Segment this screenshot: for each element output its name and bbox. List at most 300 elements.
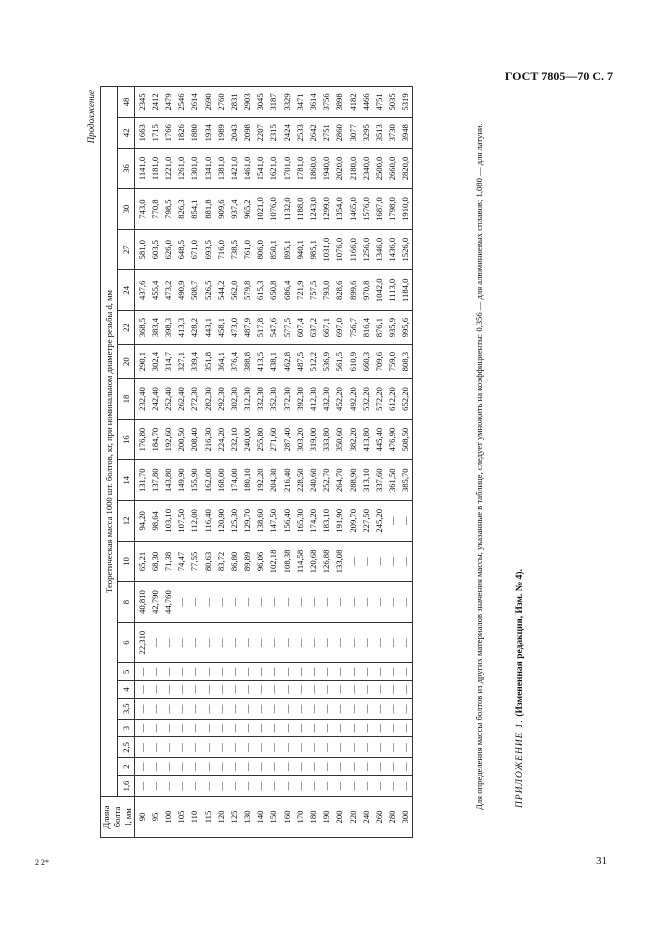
mass-cell: 333,80 <box>320 419 333 460</box>
table-row <box>399 87 413 838</box>
mass-cell: — <box>372 681 385 699</box>
mass-cell: 125,30 <box>227 501 240 542</box>
mass-cell: — <box>227 582 240 623</box>
mass-cell: 3730 <box>386 117 399 148</box>
mass-cell: — <box>333 622 346 663</box>
mass-cell: — <box>386 698 399 719</box>
mass-cell: — <box>386 681 399 699</box>
mass-cell: 909,6 <box>214 189 227 230</box>
mass-cell: 697,0 <box>333 311 346 345</box>
mass-cell: — <box>372 737 385 758</box>
mass-cell: 1188,0 <box>293 189 306 230</box>
mass-cell: — <box>399 737 413 758</box>
mass-cell: — <box>241 719 254 737</box>
mass-cell: — <box>188 719 201 737</box>
mass-cell: 252,40 <box>161 379 174 420</box>
mass-cell: — <box>201 758 214 776</box>
mass-cell: 413,3 <box>175 311 188 345</box>
mass-cell: 1421,0 <box>227 148 240 189</box>
mass-cell: — <box>333 681 346 699</box>
mass-cell: 339,4 <box>188 345 201 379</box>
mass-cell: 147,50 <box>267 501 280 542</box>
mass-cell: 242,40 <box>148 379 161 420</box>
diameter-header-row <box>118 87 135 838</box>
table-row <box>135 87 149 838</box>
mass-cell: 200,50 <box>175 419 188 460</box>
mass-cell: 168,00 <box>214 460 227 501</box>
mass-cell: — <box>214 737 227 758</box>
mass-cell: — <box>254 681 267 699</box>
mass-cell: 615,3 <box>254 270 267 311</box>
mass-cell: — <box>175 719 188 737</box>
length-cell: 170 <box>293 797 306 838</box>
mass-cell: — <box>386 663 399 681</box>
mass-cell: — <box>254 622 267 663</box>
mass-cell: — <box>214 681 227 699</box>
mass-cell: 352,30 <box>267 379 280 420</box>
mass-cell: 2479 <box>161 87 174 118</box>
mass-cell: — <box>241 582 254 623</box>
mass-cell: 940,1 <box>293 229 306 270</box>
mass-cell: 40,810 <box>135 582 149 623</box>
mass-cell: 1701,0 <box>280 148 293 189</box>
mass-cell: — <box>306 663 319 681</box>
mass-cell: — <box>201 776 214 797</box>
length-cell: 190 <box>320 797 333 838</box>
page-number: 31 <box>596 855 607 867</box>
mass-cell: — <box>254 758 267 776</box>
mass-cell: 1781,0 <box>293 148 306 189</box>
mass-cell: 561,5 <box>333 345 346 379</box>
mass-cell: — <box>214 698 227 719</box>
mass-cell: 313,10 <box>359 460 372 501</box>
mass-cell: 165,30 <box>293 501 306 542</box>
mass-cell: — <box>267 758 280 776</box>
mass-cell: 245,20 <box>372 501 385 542</box>
mass-cell: 432,30 <box>320 379 333 420</box>
mass-cell: 96,06 <box>254 541 267 582</box>
mass-cell: — <box>306 737 319 758</box>
mass-cell: — <box>161 681 174 699</box>
mass-cell: 881,8 <box>201 189 214 230</box>
mass-cell: — <box>333 698 346 719</box>
mass-cell: — <box>135 776 149 797</box>
mass-cell: 1021,0 <box>254 189 267 230</box>
mass-cell: 1243,0 <box>306 189 319 230</box>
mass-cell: — <box>135 663 149 681</box>
mass-cell: — <box>175 681 188 699</box>
mass-table <box>100 86 413 838</box>
mass-cell: — <box>214 663 227 681</box>
diameter-header: 30 <box>118 189 135 230</box>
mass-cell: 364,1 <box>214 345 227 379</box>
mass-cell: — <box>148 737 161 758</box>
mass-cell: — <box>359 698 372 719</box>
mass-cell: 508,7 <box>188 270 201 311</box>
mass-cell: 935,9 <box>386 311 399 345</box>
mass-cell: 2831 <box>227 87 240 118</box>
length-cell: 300 <box>399 797 413 838</box>
mass-cell: 350,60 <box>333 419 346 460</box>
mass-cell: 743,0 <box>135 189 149 230</box>
table-row <box>267 87 280 838</box>
mass-cell: 806,0 <box>254 229 267 270</box>
mass-cell: 44,760 <box>161 582 174 623</box>
table-row <box>241 87 254 838</box>
table-body <box>135 87 413 838</box>
mass-cell: — <box>280 582 293 623</box>
mass-cell: 2207 <box>254 117 267 148</box>
mass-cell: — <box>293 719 306 737</box>
table-row <box>386 87 399 838</box>
mass-cell: — <box>359 622 372 663</box>
mass-cell: 89,89 <box>241 541 254 582</box>
mass-cell: 108,38 <box>280 541 293 582</box>
mass-cell: — <box>175 776 188 797</box>
mass-cell: — <box>320 719 333 737</box>
mass-cell: — <box>399 776 413 797</box>
mass-cell: 761,0 <box>241 229 254 270</box>
mass-cell: 74,47 <box>175 541 188 582</box>
mass-cell: 438,1 <box>267 345 280 379</box>
mass-cell: 3898 <box>333 87 346 118</box>
mass-cell: — <box>188 698 201 719</box>
mass-cell: 1261,0 <box>175 148 188 189</box>
length-cell: 280 <box>386 797 399 838</box>
mass-cell: 174,20 <box>306 501 319 542</box>
mass-cell: 455,4 <box>148 270 161 311</box>
mass-cell: — <box>148 776 161 797</box>
mass-cell: — <box>333 719 346 737</box>
mass-cell: 42,790 <box>148 582 161 623</box>
footnote: Для определения массы болтов из других материалов значения массы, указанные в таблице, следует умножить на коэффициенты: 0,356 — для алюминиевых сплавов; 1,080 — для латуни. <box>474 123 484 810</box>
mass-cell: 648,5 <box>175 229 188 270</box>
mass-cell: — <box>306 622 319 663</box>
mass-cell: — <box>161 622 174 663</box>
length-header <box>101 797 135 838</box>
mass-cell: 126,88 <box>320 541 333 582</box>
mass-cell: 351,8 <box>201 345 214 379</box>
mass-cell: — <box>333 776 346 797</box>
mass-cell: 1184,0 <box>399 270 413 311</box>
mass-cell: — <box>214 758 227 776</box>
mass-cell: 2642 <box>306 117 319 148</box>
mass-cell: — <box>359 541 372 582</box>
length-cell: 100 <box>161 797 174 838</box>
mass-cell: 133,08 <box>333 541 346 582</box>
mass-cell: 985,1 <box>306 229 319 270</box>
mass-cell: 2043 <box>227 117 240 148</box>
mass-cell: — <box>148 698 161 719</box>
mass-cell: 131,70 <box>135 460 149 501</box>
mass-cell: 372,30 <box>280 379 293 420</box>
mass-cell: 232,40 <box>135 379 149 420</box>
mass-cell: 3756 <box>320 87 333 118</box>
mass-cell: 2660,0 <box>386 148 399 189</box>
mass-cell: — <box>320 681 333 699</box>
mass-cell: — <box>175 582 188 623</box>
appendix-text: (Измененная редакция, Изм. № 4). <box>515 569 525 717</box>
mass-cell: 1465,0 <box>346 189 359 230</box>
mass-cell: 512,2 <box>306 345 319 379</box>
mass-cell: — <box>280 681 293 699</box>
mass-cell: 143,80 <box>161 460 174 501</box>
mass-cell: 473,2 <box>161 270 174 311</box>
mass-cell: — <box>148 681 161 699</box>
mass-cell: 428,2 <box>188 311 201 345</box>
mass-cell: — <box>399 681 413 699</box>
length-header-line: Длина <box>101 805 111 829</box>
mass-cell: 272,30 <box>188 379 201 420</box>
mass-cell: 1076,0 <box>333 229 346 270</box>
mass-cell: — <box>346 541 359 582</box>
mass-cell: 2315 <box>267 117 280 148</box>
mass-cell: — <box>386 541 399 582</box>
mass-cell: — <box>333 758 346 776</box>
mass-cell: 1621,0 <box>267 148 280 189</box>
mass-cell: — <box>359 719 372 737</box>
mass-cell: — <box>306 582 319 623</box>
diameter-header: 42 <box>118 117 135 148</box>
length-cell: 120 <box>214 797 227 838</box>
mass-cell: — <box>306 698 319 719</box>
mass-cell: 738,5 <box>227 229 240 270</box>
mass-cell: — <box>280 758 293 776</box>
mass-cell: 1181,0 <box>148 148 161 189</box>
mass-cell: 327,1 <box>175 345 188 379</box>
mass-cell: — <box>135 719 149 737</box>
mass-cell: 652,20 <box>399 379 413 420</box>
mass-cell: 1940,0 <box>320 148 333 189</box>
mass-cell: 637,2 <box>306 311 319 345</box>
mass-cell: — <box>201 737 214 758</box>
mass-cell: — <box>293 663 306 681</box>
mass-cell: 1076,0 <box>267 189 280 230</box>
mass-cell: — <box>254 737 267 758</box>
mass-cell: 572,20 <box>372 379 385 420</box>
mass-cell: 2533 <box>293 117 306 148</box>
mass-cell: — <box>135 681 149 699</box>
mass-cell: — <box>241 663 254 681</box>
mass-cell: — <box>201 698 214 719</box>
mass-cell: 581,0 <box>135 229 149 270</box>
mass-cell: — <box>175 758 188 776</box>
diameter-header: 22 <box>118 311 135 345</box>
mass-cell: 4182 <box>346 87 359 118</box>
mass-cell: — <box>359 582 372 623</box>
length-cell: 220 <box>346 797 359 838</box>
mass-cell: 103,10 <box>161 501 174 542</box>
table-row <box>320 87 333 838</box>
mass-cell: — <box>320 776 333 797</box>
mass-cell: — <box>267 582 280 623</box>
mass-cell: — <box>214 622 227 663</box>
length-cell: 260 <box>372 797 385 838</box>
mass-cell: — <box>372 663 385 681</box>
mass-cell: 176,80 <box>135 419 149 460</box>
mass-cell: — <box>399 501 413 542</box>
mass-cell: — <box>227 776 240 797</box>
mass-cell: — <box>175 622 188 663</box>
mass-cell: 192,20 <box>254 460 267 501</box>
length-cell: 110 <box>188 797 201 838</box>
mass-cell: — <box>227 758 240 776</box>
mass-cell: 2020,0 <box>333 148 346 189</box>
mass-cell: 759,0 <box>386 345 399 379</box>
mass-cell: 383,4 <box>148 311 161 345</box>
mass-cell: — <box>280 663 293 681</box>
table-row <box>175 87 188 838</box>
mass-cell: — <box>372 622 385 663</box>
mass-cell: — <box>293 681 306 699</box>
appendix-line <box>515 569 525 808</box>
mass-cell: 227,50 <box>359 501 372 542</box>
mass-cell: 452,20 <box>333 379 346 420</box>
mass-cell: — <box>372 758 385 776</box>
mass-cell: — <box>386 582 399 623</box>
diameter-header: 8 <box>118 582 135 623</box>
mass-cell: — <box>280 622 293 663</box>
mass-cell: — <box>386 501 399 542</box>
mass-cell: — <box>188 663 201 681</box>
mass-cell: — <box>359 758 372 776</box>
mass-cell: 577,5 <box>280 311 293 345</box>
diameter-header: 24 <box>118 270 135 311</box>
mass-cell: — <box>175 737 188 758</box>
mass-cell: 2820,0 <box>399 148 413 189</box>
mass-cell: 149,90 <box>175 460 188 501</box>
mass-cell: 138,60 <box>254 501 267 542</box>
mass-cell: — <box>320 698 333 719</box>
mass-cell: — <box>267 719 280 737</box>
mass-cell: — <box>254 719 267 737</box>
mass-cell: — <box>333 663 346 681</box>
mass-cell: 1031,0 <box>320 229 333 270</box>
mass-cell: — <box>214 582 227 623</box>
mass-cell: — <box>175 698 188 719</box>
length-cell: 90 <box>135 797 149 838</box>
length-cell: 125 <box>227 797 240 838</box>
mass-cell: — <box>333 737 346 758</box>
mass-cell: 1166,0 <box>346 229 359 270</box>
mass-cell: — <box>201 681 214 699</box>
mass-cell: 1798,0 <box>386 189 399 230</box>
mass-cell: 798,5 <box>161 189 174 230</box>
mass-cell: — <box>214 776 227 797</box>
mass-cell: 579,8 <box>241 270 254 311</box>
mass-cell: 264,70 <box>333 460 346 501</box>
mass-cell: 487,9 <box>241 311 254 345</box>
mass-cell: 603,5 <box>148 229 161 270</box>
mass-cell: 2345 <box>135 87 149 118</box>
mass-cell: — <box>267 622 280 663</box>
mass-cell: — <box>161 663 174 681</box>
mass-cell: — <box>201 582 214 623</box>
mass-cell: 850,1 <box>267 229 280 270</box>
mass-cell: 204,30 <box>267 460 280 501</box>
mass-cell: 2760 <box>214 87 227 118</box>
mass-cell: 240,60 <box>306 460 319 501</box>
length-cell: 240 <box>359 797 372 838</box>
mass-cell: 3045 <box>254 87 267 118</box>
mass-cell: 2690 <box>201 87 214 118</box>
mass-cell: 413,80 <box>359 419 372 460</box>
table-row <box>306 87 319 838</box>
table-row <box>214 87 227 838</box>
mass-cell: 445,40 <box>372 419 385 460</box>
mass-cell: 5035 <box>386 87 399 118</box>
mass-cell: — <box>161 776 174 797</box>
mass-cell: 1301,0 <box>188 148 201 189</box>
mass-cell: 208,40 <box>188 419 201 460</box>
mass-cell: 368,5 <box>135 311 149 345</box>
mass-cell: 314,7 <box>161 345 174 379</box>
mass-cell: 382,20 <box>346 419 359 460</box>
mass-cell: 508,50 <box>399 419 413 460</box>
mass-cell: 216,40 <box>280 460 293 501</box>
mass-cell: — <box>306 758 319 776</box>
mass-cell: 174,00 <box>227 460 240 501</box>
mass-cell: — <box>293 582 306 623</box>
mass-cell: 77,55 <box>188 541 201 582</box>
mass-cell: 1436,0 <box>386 229 399 270</box>
mass-cell: 1541,0 <box>254 148 267 189</box>
mass-cell: — <box>372 541 385 582</box>
mass-cell: 612,20 <box>386 379 399 420</box>
mass-cell: 224,20 <box>214 419 227 460</box>
table-row <box>254 87 267 838</box>
diameter-header: 27 <box>118 229 135 270</box>
mass-cell: 1934 <box>201 117 214 148</box>
mass-cell: 262,40 <box>175 379 188 420</box>
mass-cell: — <box>188 737 201 758</box>
mass-cell: 107,50 <box>175 501 188 542</box>
mass-cell: — <box>161 737 174 758</box>
mass-cell: — <box>214 719 227 737</box>
mass-cell: — <box>161 758 174 776</box>
mass-header: Теоретическая масса 1000 шт. болтов, кг, при номинальном диаметре резьбы d, мм <box>101 87 118 797</box>
mass-cell: — <box>386 719 399 737</box>
mass-cell: 68,30 <box>148 541 161 582</box>
mass-cell: 287,40 <box>280 419 293 460</box>
mass-cell: 1299,0 <box>320 189 333 230</box>
mass-cell: 3513 <box>372 117 385 148</box>
diameter-header: 5 <box>118 663 135 681</box>
diameter-header: 2,5 <box>118 737 135 758</box>
mass-cell: 473,0 <box>227 311 240 345</box>
mass-cell: 191,90 <box>333 501 346 542</box>
mass-cell: — <box>241 758 254 776</box>
mass-cell: — <box>399 622 413 663</box>
table-row <box>372 87 385 838</box>
mass-cell: 1381,0 <box>214 148 227 189</box>
mass-cell: — <box>148 622 161 663</box>
mass-cell: 2546 <box>175 87 188 118</box>
mass-cell: — <box>241 681 254 699</box>
mass-cell: 1354,0 <box>333 189 346 230</box>
mass-cell: 4466 <box>359 87 372 118</box>
mass-cell: — <box>267 776 280 797</box>
diameter-header: 14 <box>118 460 135 501</box>
mass-cell: 71,38 <box>161 541 174 582</box>
mass-cell: — <box>188 681 201 699</box>
mass-cell: — <box>293 737 306 758</box>
mass-cell: 650,8 <box>267 270 280 311</box>
mass-cell: — <box>280 776 293 797</box>
mass-cell: 3614 <box>306 87 319 118</box>
diameter-header: 6 <box>118 622 135 663</box>
mass-cell: 337,60 <box>372 460 385 501</box>
